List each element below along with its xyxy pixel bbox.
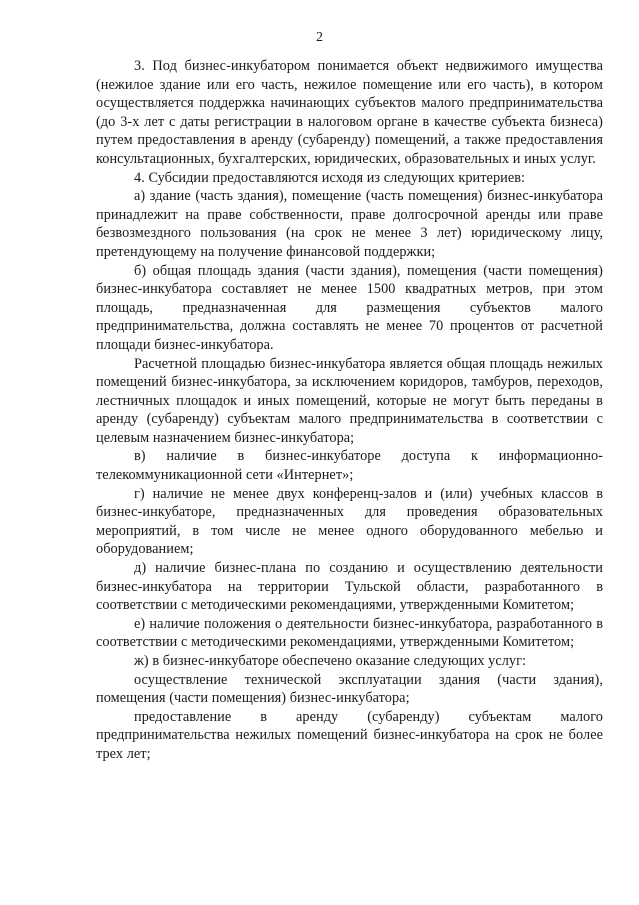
criterion-v: в) наличие в бизнес-инкубаторе доступа к информационно-телекоммуникационной сети «Интернет»; — [96, 448, 603, 484]
document-body — [96, 57, 603, 764]
service-technical-operation: осуществление технической эксплуатации здания (части здания), помещения (части помещения) бизнес-инкубатора; — [96, 671, 603, 707]
criterion-d: д) наличие бизнес-плана по созданию и осуществлению деятельности бизнес-инкубатора на территории Тульской области, разработанного в соответствии с методическими рекомендациями, утвержденными Комитетом; — [96, 560, 603, 614]
service-lease: предоставление в аренду (субаренду) субъектам малого предпринимательства нежилых помещений бизнес-инкубатора на срок не более трех лет; — [96, 708, 603, 762]
criterion-e: е) наличие положения о деятельности бизнес-инкубатора, разработанного в соответствии с методическими рекомендациями, утвержденными Комитетом; — [96, 615, 603, 651]
paragraph-4-criteria: 4. Субсидии предоставляются исходя из следующих критериев: — [134, 169, 526, 186]
criterion-zh: ж) в бизнес-инкубаторе обеспечено оказание следующих услуг: — [134, 653, 527, 669]
calculated-area-definition: Расчетной площадью бизнес-инкубатора является общая площадь нежилых помещений бизнес-инкубатора, за исключением коридоров, тамбуров, переходов, лестничных площадок и иных помещений, которые не могут быть переданы в аренду (субаренду) субъектам малого предпринимательства в соответствии с целевым назначением бизнес-инкубатора; — [96, 355, 603, 446]
page-number: 2 — [316, 30, 323, 45]
criterion-g: г) наличие не менее двух конференц-залов и (или) учебных классов в бизнес-инкубаторе, предназначенных для проведения образовательных мероприятий, в том числе не менее одного оборудованного мебелью и оборудованием; — [96, 485, 603, 558]
criterion-b: б) общая площадь здания (части здания), помещения (части помещения) бизнес-инкубатора составляет не менее 1500 квадратных метров, при этом площадь, предназначенная для размещения субъектов малого предпринимательства, должна составлять не менее 70 процентов от расчетной площади бизнес-инкубатора. — [96, 262, 603, 353]
paragraph-3-definition: 3. Под бизнес-инкубатором понимается объект недвижимого имущества (нежилое здание или его часть, нежилое помещение или его часть), в котором осуществляется поддержка начинающих субъектов малого предпринимательства (до 3-х лет с даты регистрации в налоговом органе в качестве субъекта бизнеса) путем предоставления в аренду (субаренду) помещений, а также предоставления консультационных, бухгалтерских, юридических, образовательных и иных услуг. — [96, 58, 603, 167]
criterion-a: а) здание (часть здания), помещение (часть помещения) бизнес-инкубатора принадлежит на праве собственности, праве долгосрочной аренды или праве безвозмездного пользования (на срок не менее 3 лет) юридическому лицу, претендующему на получение финансовой поддержки; — [96, 188, 603, 260]
